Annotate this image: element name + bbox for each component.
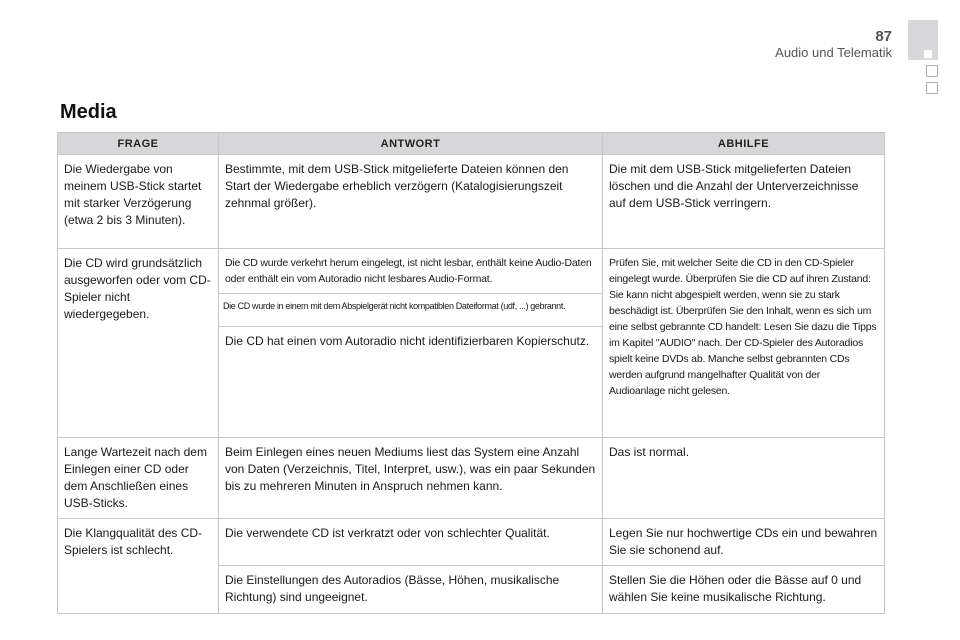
abhilfe-cell: Legen Sie nur hochwertige CDs ein und bewahren Sie sie schonend auf.	[603, 519, 885, 566]
antwort-cell: Die CD wurde verkehrt herum eingelegt, ist nicht lesbar, enthält keine Audio-Daten oder enthält ein vom Autoradio nicht lesbares Audio-Format.	[219, 249, 603, 294]
antwort-cell: Die CD wurde in einem mit dem Abspielgerät nicht kompatiblen Dateiformat (udf, ...) gebrannt.	[219, 294, 603, 327]
chapter-tab-square	[924, 50, 932, 58]
frage-cell: Die Wiedergabe von meinem USB-Stick startet mit starker Verzögerung (etwa 2 bis 3 Minuten).	[58, 155, 219, 249]
antwort-cell: Bestimmte, mit dem USB-Stick mitgelieferte Dateien können den Start der Wiedergabe erheblich verzögern (Katalogisierungszeit zehnmal größer).	[219, 155, 603, 249]
chapter-tab-box-1	[926, 65, 938, 77]
table-row	[58, 438, 885, 519]
antwort-cell: Beim Einlegen eines neuen Mediums liest das System eine Anzahl von Daten (Verzeichnis, Titel, Interpret, usw.), was ein paar Sekunden bis zu mehreren Minuten in Anspruch nehmen kann.	[219, 438, 603, 519]
abhilfe-cell: Stellen Sie die Höhen oder die Bässe auf 0 und wählen Sie keine musikalische Richtung.	[603, 566, 885, 614]
table-header-row	[58, 133, 885, 155]
frage-cell: Lange Wartezeit nach dem Einlegen einer CD oder dem Anschließen eines USB-Sticks.	[58, 438, 219, 519]
chapter-tab-marker	[908, 20, 938, 60]
frage-cell: Die CD wird grundsätzlich ausgeworfen oder vom CD-Spieler nicht wiedergegeben.	[58, 249, 219, 438]
page-number: 87	[875, 28, 892, 45]
column-header-frage: FRAGE	[58, 133, 219, 155]
section-title: Media	[60, 101, 117, 123]
abhilfe-cell: Die mit dem USB-Stick mitgelieferten Dateien löschen und die Anzahl der Unterverzeichnisse auf dem USB-Stick verringern.	[603, 155, 885, 249]
faq-table	[57, 132, 885, 614]
abhilfe-cell: Prüfen Sie, mit welcher Seite die CD in den CD-Spieler eingelegt wurde. Überprüfen Sie die CD auf ihren Zustand: Sie kann nicht abgespielt werden, wenn sie zu stark beschädigt ist. Überprüfen Sie den Inhalt, wenn es sich um eine selbst gebrannte CD handelt: Lesen Sie dazu die Tipps im Kapitel "AUDIO" nach. Der CD-Spieler des Autoradios spielt keine DVDs ab. Manche selbst gebrannten CDs werden aufgrund mangelhafter Qualität von der Audioanlage nicht gelesen.	[603, 249, 885, 438]
table-row	[58, 249, 885, 294]
antwort-cell: Die Einstellungen des Autoradios (Bässe, Höhen, musikalische Richtung) sind ungeeignet.	[219, 566, 603, 614]
table-row	[58, 519, 885, 566]
chapter-title: Audio und Telematik	[775, 45, 892, 60]
frage-cell: Die Klangqualität des CD-Spielers ist schlecht.	[58, 519, 219, 614]
column-header-antwort: ANTWORT	[219, 133, 603, 155]
table-row	[58, 155, 885, 249]
chapter-tab-box-2	[926, 82, 938, 94]
antwort-cell: Die verwendete CD ist verkratzt oder von schlechter Qualität.	[219, 519, 603, 566]
column-header-abhilfe: ABHILFE	[603, 133, 885, 155]
antwort-cell: Die CD hat einen vom Autoradio nicht identifizierbaren Kopierschutz.	[219, 327, 603, 438]
abhilfe-cell: Das ist normal.	[603, 438, 885, 519]
